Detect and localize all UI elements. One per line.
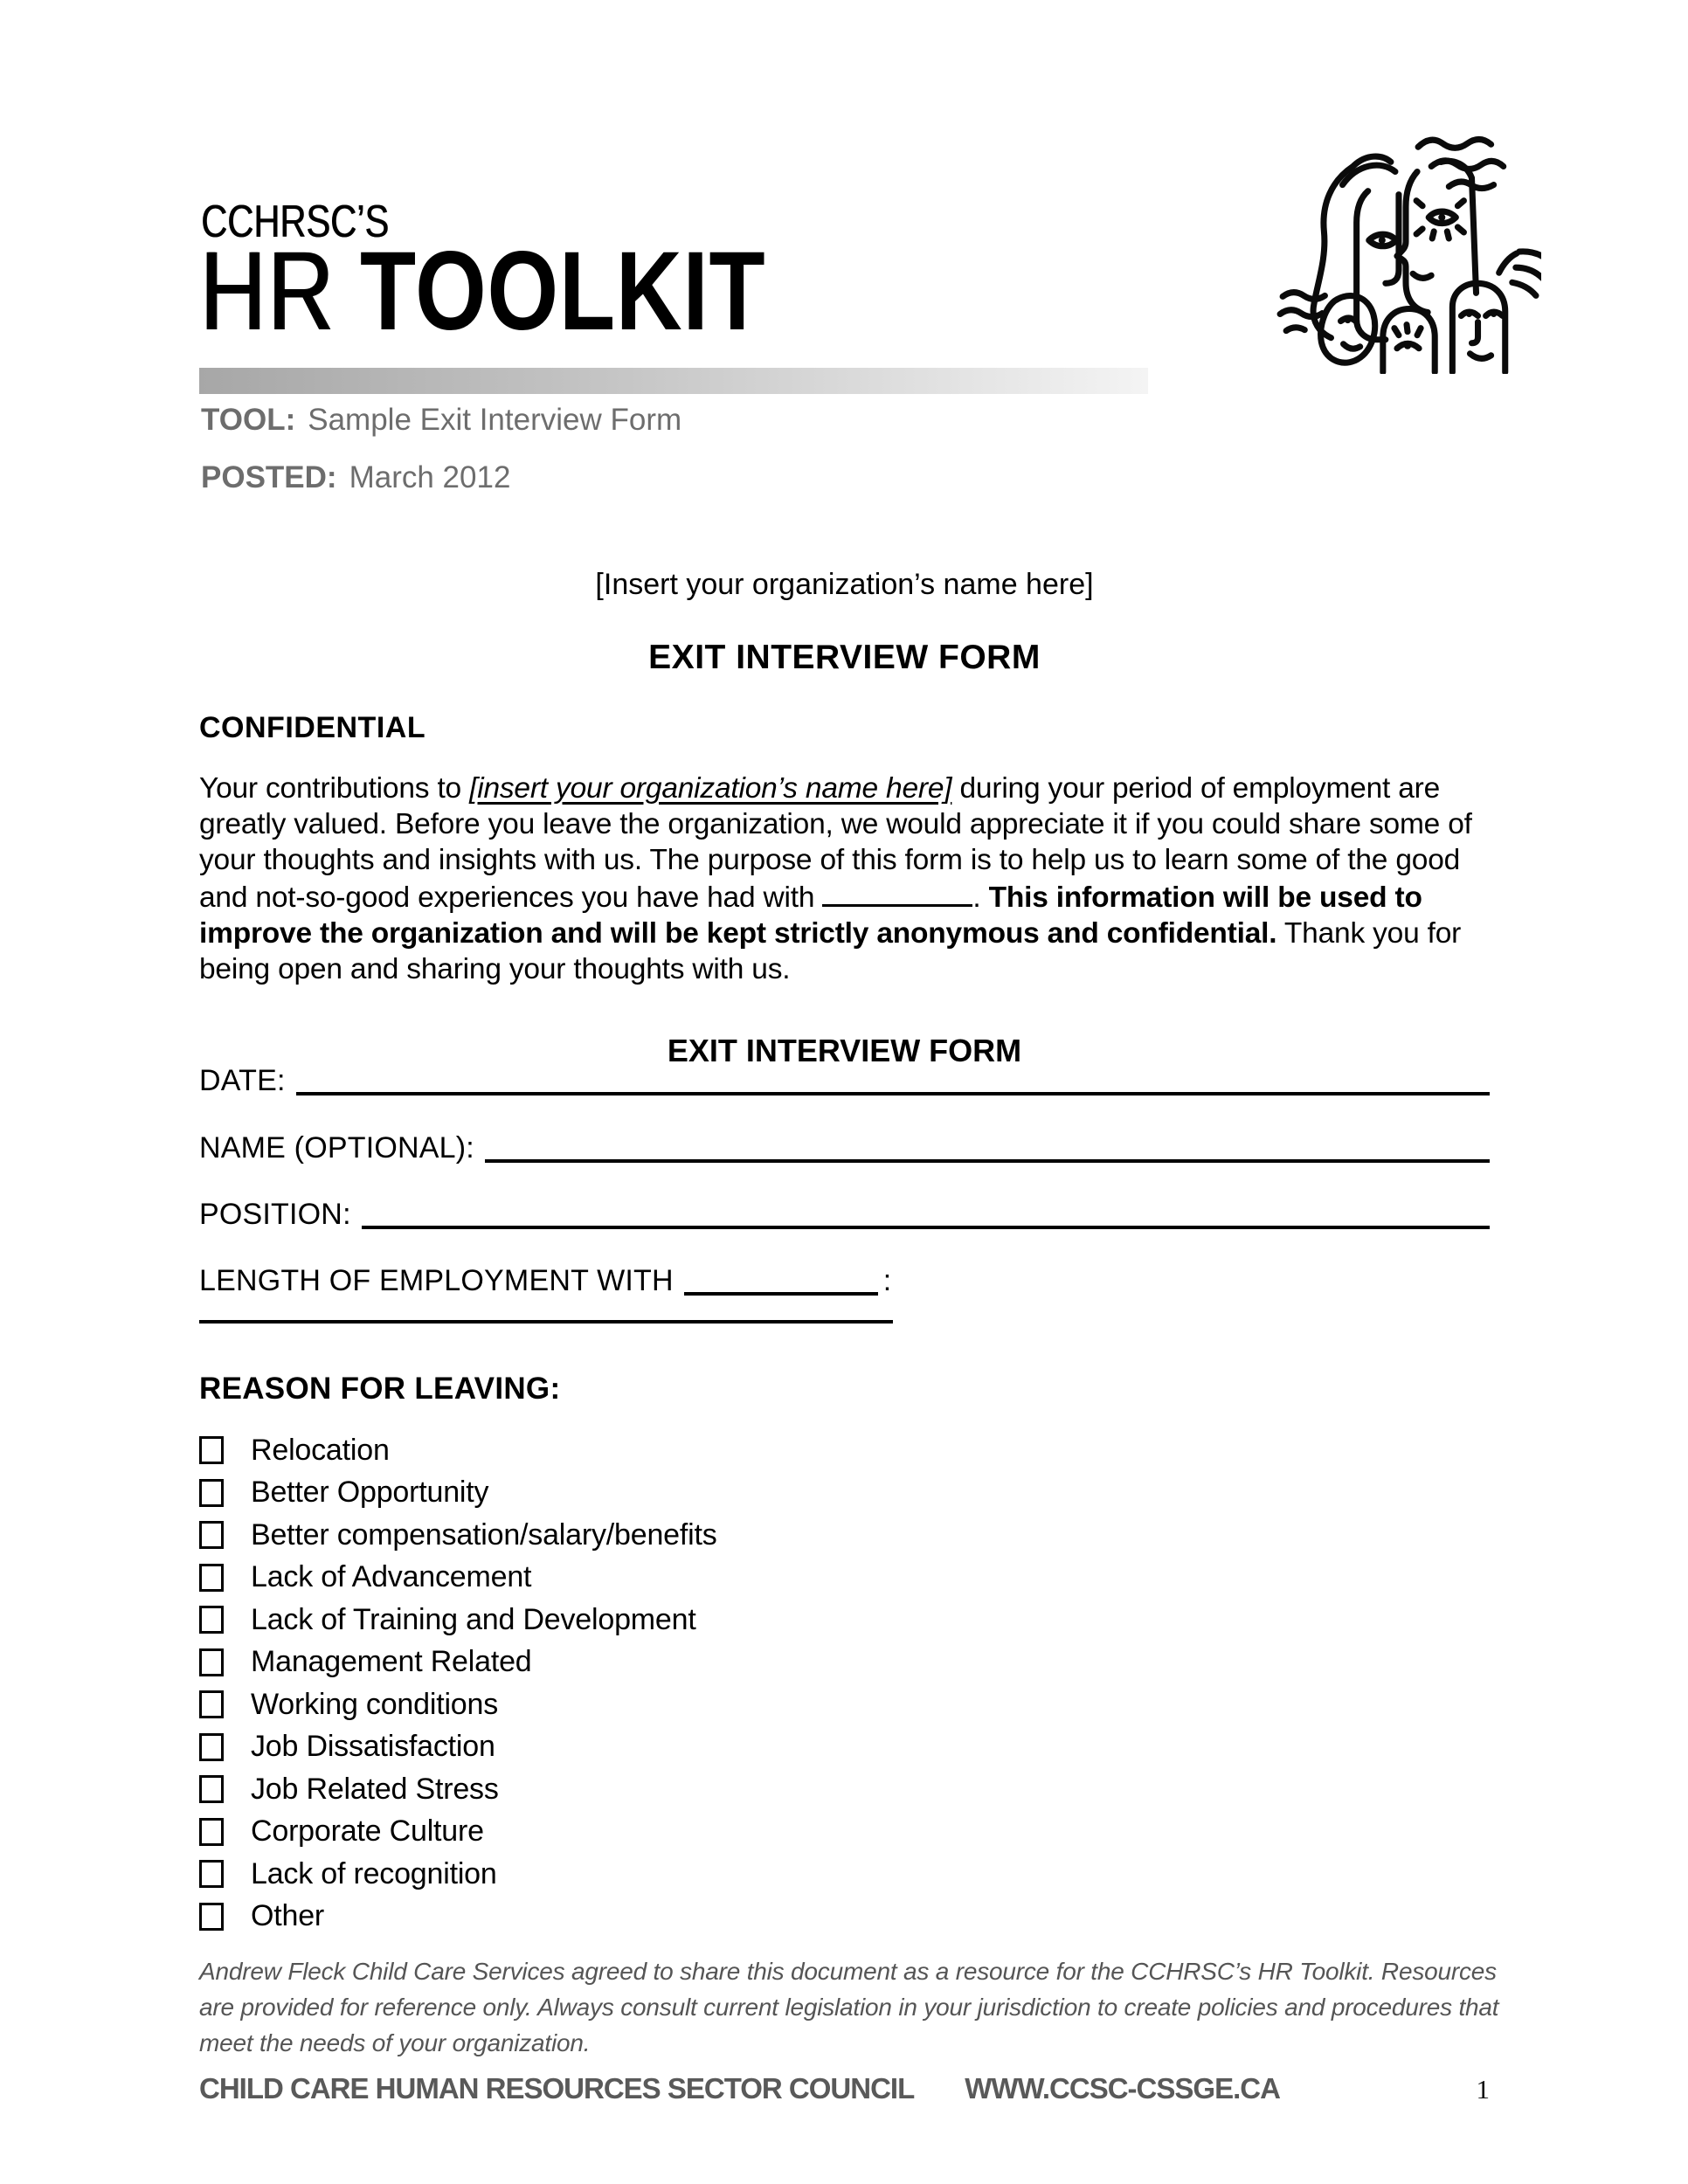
checkbox-icon[interactable]	[199, 1479, 224, 1507]
intro-bold-note: This information will be used to improve the organization and will be kept strictly anonymous and confidential.	[199, 881, 1422, 950]
reason-label: Job Related Stress	[251, 1772, 499, 1806]
reason-item-compensation	[199, 1514, 717, 1557]
page-number: 1	[1476, 2074, 1490, 2105]
reason-item-relocation	[199, 1429, 717, 1472]
position-field-row	[199, 1192, 1490, 1229]
reason-item-stress	[199, 1768, 717, 1811]
intro-org-placeholder: [insert your organization’s name here]	[469, 772, 952, 805]
reason-label: Lack of recognition	[251, 1856, 497, 1890]
reason-label: Relocation	[251, 1433, 390, 1467]
reason-item-other	[199, 1896, 717, 1939]
checkbox-icon[interactable]	[199, 1733, 224, 1761]
org-name-placeholder: [Insert your organization’s name here]	[595, 568, 1094, 601]
reason-checklist	[199, 1429, 717, 1938]
length-org-blank[interactable]	[684, 1255, 878, 1296]
checkbox-icon[interactable]	[199, 1606, 224, 1634]
tool-label: TOOL:	[201, 403, 296, 437]
checkbox-icon[interactable]	[199, 1690, 224, 1718]
brand-cchrsc: CCHRSC’S	[201, 197, 389, 247]
reason-label: Better compensation/salary/benefits	[251, 1517, 717, 1552]
date-field-row	[199, 1059, 1490, 1095]
intro-seg-3: during your period of employment are greatly valued. Before you leave the organization, we would appreciate it if you could share some of your thoughts and insights with us. The purpose of this form is to help us to learn some of the good and not-so-good experiences you have had with	[199, 772, 1472, 914]
confidential-heading: CONFIDENTIAL	[199, 711, 426, 744]
footer-url: WWW.CCSC-CSSGE.CA	[965, 2072, 1280, 2105]
brand-hr-word: HR	[199, 229, 335, 354]
length-answer-line[interactable]	[199, 1320, 893, 1324]
length-colon: :	[882, 1264, 892, 1297]
page-footer	[199, 2072, 1490, 2105]
form-section-title: EXIT INTERVIEW FORM	[667, 1033, 1022, 1068]
posted-line	[201, 460, 510, 495]
length-label: LENGTH OF EMPLOYMENT WITH	[199, 1264, 674, 1297]
reason-item-management	[199, 1641, 717, 1684]
checkbox-icon[interactable]	[199, 1648, 224, 1676]
reason-label: Working conditions	[251, 1687, 499, 1721]
length-field-row	[199, 1259, 916, 1296]
name-label: NAME (OPTIONAL):	[199, 1131, 474, 1165]
reason-section-heading: REASON FOR LEAVING:	[199, 1372, 561, 1406]
reason-item-corporate-culture	[199, 1811, 717, 1854]
checkbox-icon[interactable]	[199, 1436, 224, 1464]
intro-seg-1: Your contributions to	[199, 772, 470, 805]
org-name-blank[interactable]	[822, 878, 972, 907]
checkbox-icon[interactable]	[199, 1775, 224, 1803]
page-title: EXIT INTERVIEW FORM	[648, 639, 1041, 676]
reason-item-training	[199, 1599, 717, 1641]
intro-seg-6: Thank you for being open and sharing your thoughts with us.	[199, 917, 1462, 985]
brand-hr-toolkit	[199, 229, 766, 354]
position-input-line[interactable]	[362, 1189, 1490, 1229]
reason-item-recognition	[199, 1853, 717, 1896]
tool-value: Sample Exit Interview Form	[308, 403, 682, 437]
reason-label: Job Dissatisfaction	[251, 1730, 495, 1764]
reason-item-better-opportunity	[199, 1472, 717, 1515]
disclaimer-text: Andrew Fleck Child Care Services agreed to share this document as a resource for the CCHRSC’s HR Toolkit. Resources are provided for reference only. Always consult current legislation in your jurisdiction to create policies and procedures that meet the needs of your organization.	[199, 1958, 1499, 2056]
checkbox-icon[interactable]	[199, 1818, 224, 1846]
reason-item-advancement	[199, 1557, 717, 1600]
intro-paragraph	[199, 771, 1499, 987]
tool-line	[201, 403, 681, 438]
brand-toolkit-word: TOOLKIT	[360, 229, 766, 354]
name-field-row	[199, 1126, 1490, 1163]
name-input-line[interactable]	[485, 1123, 1490, 1163]
date-label: DATE:	[199, 1064, 286, 1097]
checkbox-icon[interactable]	[199, 1564, 224, 1592]
reason-label: Other	[251, 1899, 325, 1933]
faces-logo-icon	[1269, 110, 1541, 374]
intro-seg-4: .	[972, 881, 989, 914]
posted-label: POSTED:	[201, 460, 337, 494]
reason-label: Corporate Culture	[251, 1814, 484, 1849]
footer-org-name: CHILD CARE HUMAN RESOURCES SECTOR COUNCIL	[199, 2072, 915, 2105]
reason-item-working-conditions	[199, 1683, 717, 1726]
date-input-line[interactable]	[296, 1055, 1490, 1095]
reason-item-dissatisfaction	[199, 1726, 717, 1769]
checkbox-icon[interactable]	[199, 1521, 224, 1549]
reason-label: Lack of Advancement	[251, 1560, 532, 1594]
reason-label: Better Opportunity	[251, 1476, 489, 1510]
checkbox-icon[interactable]	[199, 1903, 224, 1931]
reason-label: Lack of Training and Development	[251, 1602, 696, 1636]
position-label: POSITION:	[199, 1198, 351, 1231]
header-divider-bar	[199, 368, 1148, 394]
reason-label: Management Related	[251, 1645, 532, 1679]
checkbox-icon[interactable]	[199, 1860, 224, 1888]
posted-value: March 2012	[349, 460, 511, 494]
